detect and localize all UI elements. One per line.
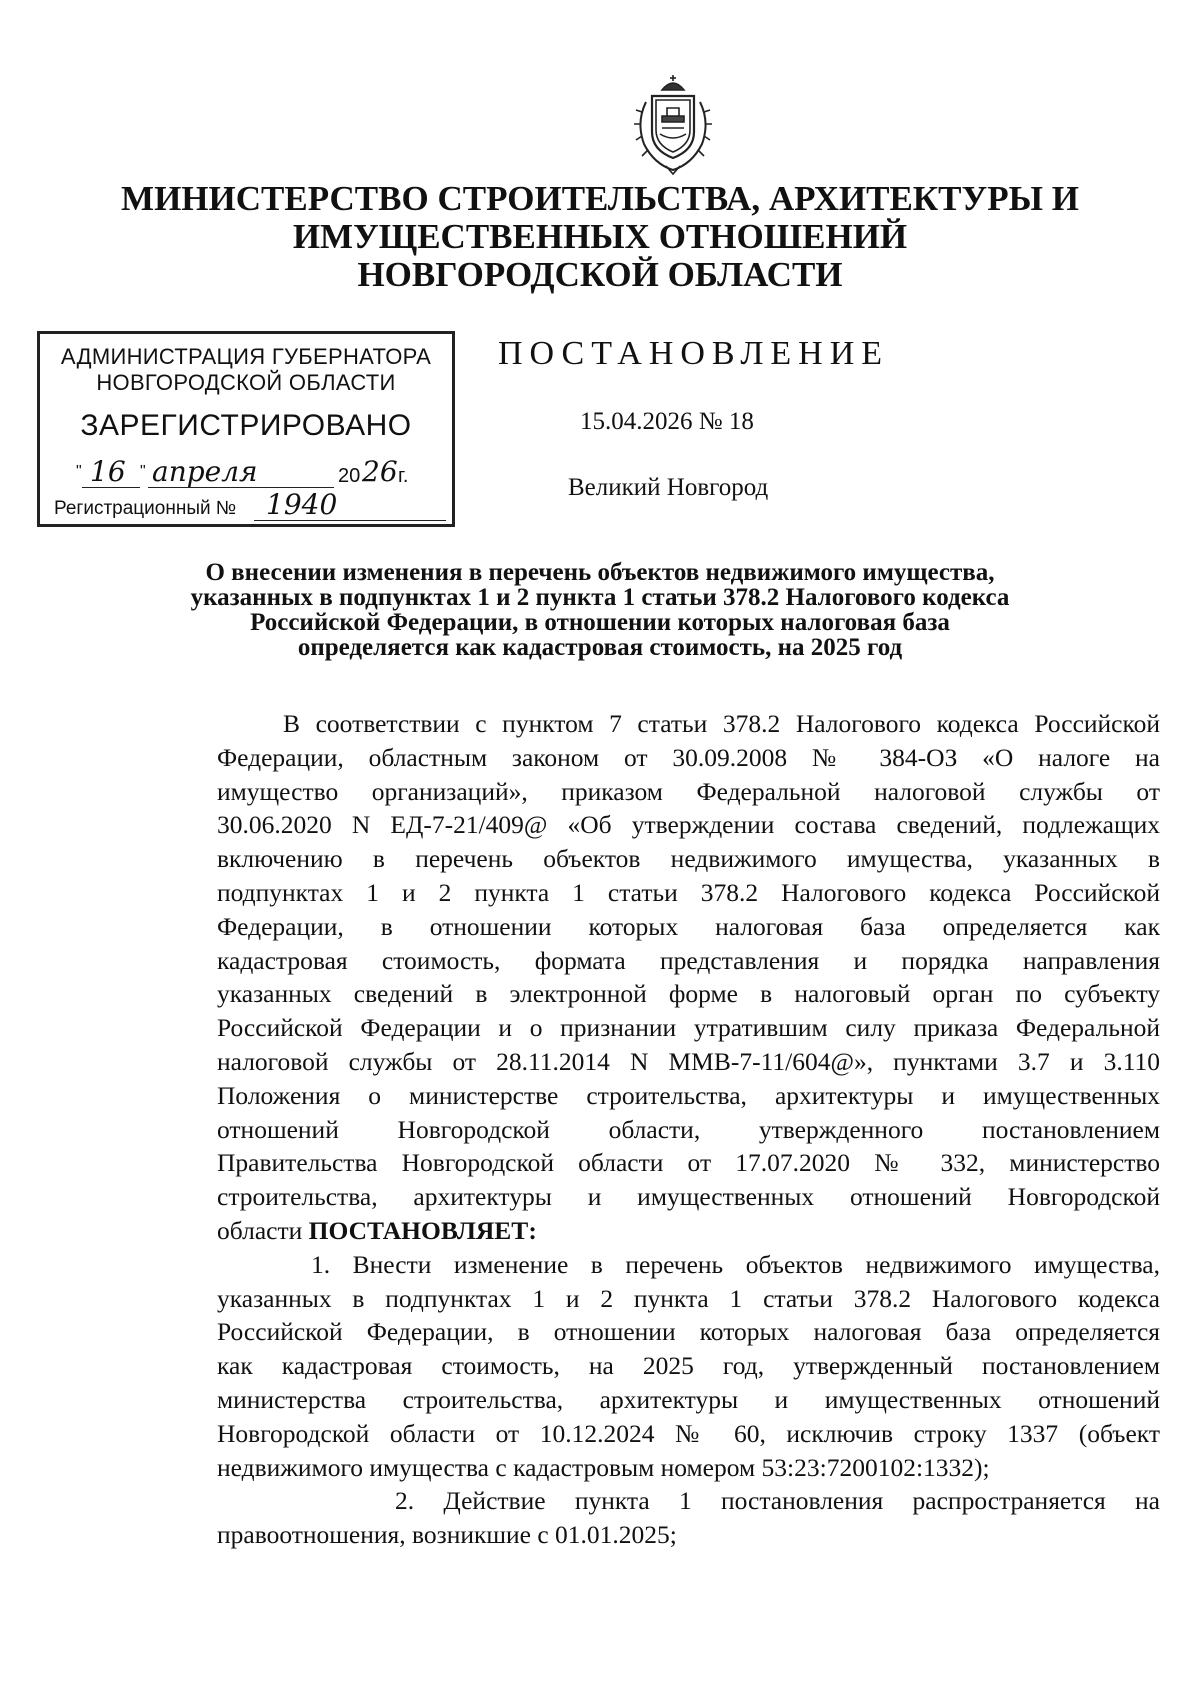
ministry-title-line-2: ИМУЩЕСТВЕННЫХ ОТНОШЕНИЙ: [292, 217, 908, 256]
preamble-line-8: кадастровая стоимость, формата представления и порядка направления: [217, 945, 1160, 975]
stamp-registered-label: ЗАРЕГИСТРИРОВАНО: [80, 409, 412, 442]
stamp-date-row: " 16 " апреля 20 26 г.: [76, 455, 409, 488]
item2-line-2: правоотношения, возникшие с 01.01.2025;: [217, 1520, 677, 1550]
preamble-line-2: Федерации, областным законом от 30.09.2008 № 384-ОЗ «О налоге на: [217, 742, 1160, 772]
subject-line-3: Российской Федерации, в отношении которых налоговая база: [250, 609, 950, 636]
item1-line-1: 1. Внести изменение в перечень объектов недвижимого имущества,: [311, 1249, 1160, 1279]
preamble-line-5: включению в перечень объектов недвижимого имущества, указанных в: [217, 844, 1160, 874]
document-place: Великий Новгород: [568, 474, 769, 501]
stamp-reg-number: 1940: [266, 488, 338, 521]
item1-line-2: указанных в подпунктах 1 и 2 пункта 1 статьи 378.2 Налогового кодекса: [217, 1283, 1160, 1313]
item1-line-3: Российской Федерации, в отношении которых налоговая база определяется: [217, 1317, 1160, 1347]
decree-word: ПОСТАНОВЛЯЕТ:: [308, 1215, 537, 1245]
subject-line-2: указанных в подпунктах 1 и 2 пункта 1 статьи 378.2 Налогового кодекса: [190, 584, 1010, 611]
stamp-reg-number-row: [54, 488, 454, 524]
document-body: [217, 707, 1160, 1552]
item1-line-4: как кадастровая стоимость, на 2025 год, утвержденный постановлением: [217, 1351, 1160, 1381]
document-type: ПОСТАНОВЛЕНИЕ: [498, 335, 890, 372]
subject-line-4: определяется как кадастровая стоимость, на 2025 год: [297, 634, 903, 661]
preamble-line-14: Правительства Новгородской области от 17.07.2020 № 332, министерство: [217, 1148, 1160, 1178]
preamble-line-1: В соответствии с пунктом 7 статьи 378.2 Налогового кодекса Российской: [283, 709, 1160, 738]
ministry-title: [0, 180, 1200, 294]
stamp-reg-label: Регистрационный №: [54, 498, 237, 519]
preamble-line-10: Российской Федерации и о признании утратившим силу приказа Федеральной: [217, 1013, 1160, 1043]
document-date-number: 15.04.2026 № 18: [580, 408, 754, 435]
coat-of-arms-emblem: [632, 72, 714, 176]
subject-line-1: О внесении изменения в перечень объектов недвижимого имущества,: [205, 559, 995, 586]
preamble-line-15: строительства, архитектуры и имущественных отношений Новгородской: [217, 1182, 1160, 1212]
stamp-org-line-2: НОВГОРОДСКОЙ ОБЛАСТИ: [96, 370, 396, 395]
item1-line-7: недвижимого имущества с кадастровым номером 53:23:7200102:1332);: [217, 1452, 990, 1482]
stamp-year-suffix: 26: [362, 455, 398, 488]
preamble-line-7: Федерации, в отношении которых налоговая база определяется как: [217, 911, 1160, 941]
preamble-line-11: налоговой службы от 28.11.2014 N ММВ-7-11/604@», пунктами 3.7 и 3.110: [217, 1046, 1160, 1076]
stamp-month: апреля: [152, 455, 258, 488]
stamp-org-line-1: АДМИНИСТРАЦИЯ ГУБЕРНАТОРА: [60, 344, 432, 369]
decree-line: [217, 1214, 1160, 1248]
registration-stamp: [37, 331, 455, 527]
preamble-line-3: имущество организаций», приказом Федеральной налоговой службы от: [217, 776, 1160, 806]
decree-prefix: области: [217, 1215, 309, 1245]
preamble-line-13: отношений Новгородской области, утвержденного постановлением: [217, 1114, 1160, 1144]
item1-line-6: Новгородской области от 10.12.2024 № 60, исключив строку 1337 (объект: [217, 1418, 1160, 1448]
document-subject: [0, 560, 1200, 660]
ministry-title-line-1: МИНИСТЕРСТВО СТРОИТЕЛЬСТВА, АРХИТЕКТУРЫ И: [121, 179, 1079, 218]
preamble-line-12: Положения о министерстве строительства, архитектуры и имущественных: [217, 1080, 1160, 1110]
preamble-line-9: указанных сведений в электронной форме в налоговый орган по субъекту: [217, 979, 1160, 1009]
ministry-title-line-3: НОВГОРОДСКОЙ ОБЛАСТИ: [357, 255, 843, 294]
stamp-day: 16: [90, 455, 126, 488]
stamp-year-prefix: 20: [338, 465, 361, 487]
item1-line-5: министерства строительства, архитектуры и имущественных отношений: [217, 1384, 1160, 1414]
preamble-line-6: подпунктах 1 и 2 пункта 1 статьи 378.2 Налогового кодекса Российской: [217, 877, 1160, 907]
item2-line-1: 2. Действие пункта 1 постановления распространяется на: [395, 1486, 1160, 1516]
preamble-line-4: 30.06.2020 N ЕД-7-21/409@ «Об утверждении состава сведений, подлежащих: [217, 810, 1160, 840]
stamp-year-mark: г.: [398, 465, 409, 487]
